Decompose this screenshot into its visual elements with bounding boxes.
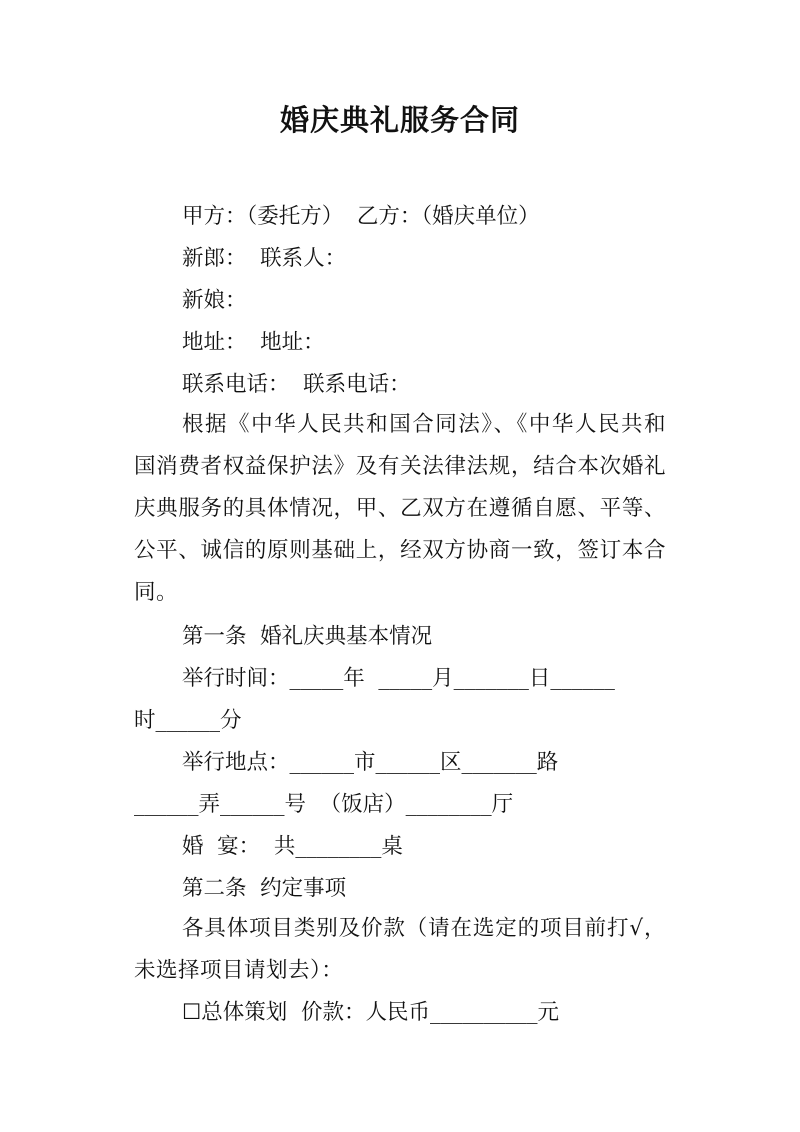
bride-line: 新娘：	[182, 288, 247, 313]
time-line-2: 时______分	[134, 708, 242, 733]
groom-contact-line: 新郎： 联系人：	[182, 246, 347, 271]
article1-heading: 第一条 婚礼庆典基本情况	[182, 624, 433, 649]
intro-paragraph: 根据《中华人民共和国合同法》、《中华人民共和国消费者权益保护法》及有关法律法规，结合本次婚礼庆典服务的具体情况，甲、乙双方在遵循自愿、平等、公平、诚信的原则基础上，经双方协商一致，签订本合同。	[134, 412, 666, 605]
contract-title: 婚庆典礼服务合同	[279, 103, 520, 137]
place-line-1: 举行地点：______市______区_______路	[182, 750, 559, 775]
item-total-planning: ☐总体策划 价款：人民币__________元	[182, 1000, 559, 1025]
address-line: 地址： 地址：	[182, 330, 325, 355]
phone-line: 联系电话： 联系电话：	[182, 372, 411, 397]
place-line-2: ______弄______号 （饭店）________厅	[134, 792, 514, 817]
banquet-line: 婚 宴： 共________桌	[182, 834, 403, 859]
article2-heading: 第二条 约定事项	[182, 876, 347, 901]
time-line-1: 举行时间：_____年 _____月_______日______	[182, 666, 615, 691]
items-paragraph: 各具体项目类别及价款（请在选定的项目前打√，未选择项目请划去）：	[134, 916, 666, 983]
parties-line: 甲方：（委托方） 乙方：（婚庆单位）	[182, 204, 540, 229]
